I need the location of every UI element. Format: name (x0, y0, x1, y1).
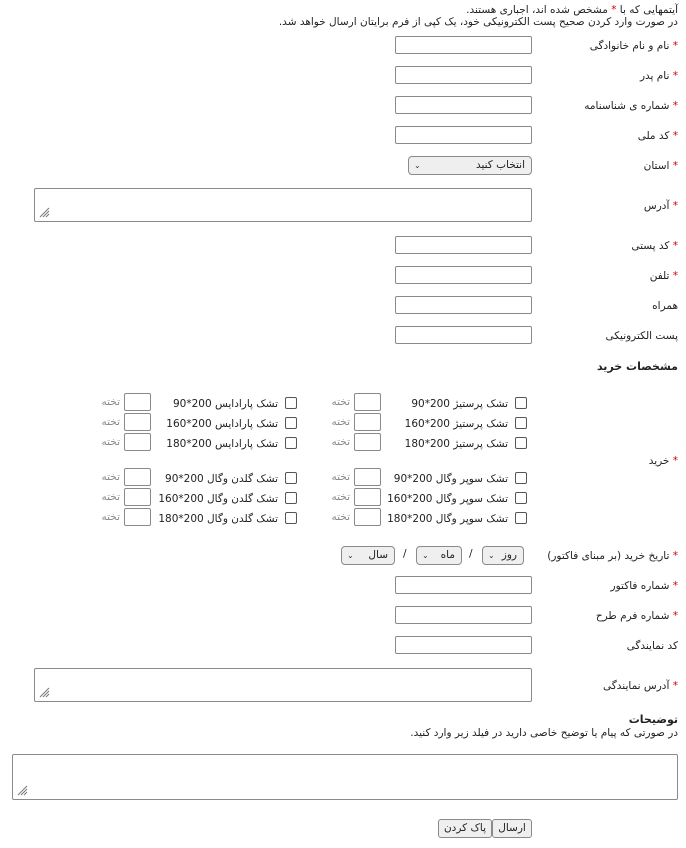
product-qty-l4[interactable] (124, 488, 151, 506)
unit-label: تخته (331, 396, 350, 408)
product-qty-l5[interactable] (124, 508, 151, 526)
chevron-down-icon: ⌄ (414, 161, 421, 170)
product-label-l3: تشک گلدن وگال 200*90 (165, 473, 278, 485)
phone-input[interactable] (395, 266, 532, 284)
email-input[interactable] (395, 326, 532, 344)
name-label: * نام و نام خانوادگی (589, 40, 678, 52)
notes-heading: توضیحات (628, 713, 678, 726)
month-select[interactable]: ماه ⌄ (416, 546, 462, 565)
email-label: پست الکترونیکی (605, 330, 678, 342)
id-number-input[interactable] (395, 96, 532, 114)
national-code-label: * کد ملی (637, 130, 678, 142)
invoice-number-label: * شماره فاکتور (610, 580, 678, 592)
product-label-r3: تشک سوپر وگال 200*90 (393, 473, 508, 485)
product-label-r0: تشک پرستیژ 200*90 (411, 398, 508, 410)
product-label-l0: تشک پارادایس 200*90 (172, 398, 278, 410)
product-checkbox-l1[interactable] (285, 417, 297, 429)
unit-label: تخته (101, 396, 120, 408)
product-checkbox-r4[interactable] (515, 492, 527, 504)
unit-label: تخته (101, 416, 120, 428)
address-label: * آدرس (643, 200, 678, 212)
product-checkbox-l2[interactable] (285, 437, 297, 449)
unit-label: تخته (101, 471, 120, 483)
agency-address-label: * آدرس نمایندگی (603, 680, 678, 692)
day-select[interactable]: روز ⌄ (482, 546, 524, 565)
product-checkbox-l4[interactable] (285, 492, 297, 504)
mobile-label: همراه (652, 300, 678, 312)
father-label: * نام پدر (639, 70, 678, 82)
product-label-r4: تشک سوپر وگال 200*160 (387, 493, 508, 505)
product-label-r1: تشک پرستیژ 200*160 (404, 418, 508, 430)
product-label-l5: تشک گلدن وگال 200*180 (158, 513, 278, 525)
notes-hint: در صورتی که پیام یا توضیح خاصی دارید در فیلد زیر وارد کنید. (410, 727, 678, 739)
product-qty-l3[interactable] (124, 468, 151, 486)
product-qty-l0[interactable] (124, 393, 151, 411)
name-input[interactable] (395, 36, 532, 54)
agency-code-label: کد نمایندگی (626, 640, 678, 652)
postal-code-input[interactable] (395, 236, 532, 254)
resize-grip-icon[interactable] (38, 206, 50, 218)
product-qty-r3[interactable] (354, 468, 381, 486)
plan-form-number-input[interactable] (395, 606, 532, 624)
year-select[interactable]: سال ⌄ (341, 546, 395, 565)
product-label-r5: تشک سوپر وگال 200*180 (387, 513, 508, 525)
unit-label: تخته (101, 511, 120, 523)
mobile-input[interactable] (395, 296, 532, 314)
product-checkbox-r3[interactable] (515, 472, 527, 484)
agency-address-textarea[interactable] (34, 668, 532, 702)
product-qty-r0[interactable] (354, 393, 381, 411)
product-qty-l2[interactable] (124, 433, 151, 451)
resize-grip-icon[interactable] (38, 686, 50, 698)
chevron-down-icon: ⌄ (422, 551, 429, 560)
agency-code-input[interactable] (395, 636, 532, 654)
product-label-r2: تشک پرستیژ 200*180 (404, 438, 508, 450)
notes-textarea[interactable] (12, 754, 678, 800)
intro-line-2: در صورت وارد کردن صحیح پست الکترونیکی خود، یک کپی از فرم برایتان ارسال خواهد شد. (278, 16, 678, 28)
product-checkbox-r1[interactable] (515, 417, 527, 429)
product-label-l2: تشک پارادایس 200*180 (166, 438, 278, 450)
product-checkbox-l3[interactable] (285, 472, 297, 484)
id-number-label: * شماره ی شناسنامه (584, 100, 678, 112)
postal-code-label: * کد پستی (631, 240, 678, 252)
national-code-input[interactable] (395, 126, 532, 144)
phone-label: * تلفن (649, 270, 678, 282)
product-qty-r1[interactable] (354, 413, 381, 431)
father-input[interactable] (395, 66, 532, 84)
unit-label: تخته (331, 416, 350, 428)
product-qty-r4[interactable] (354, 488, 381, 506)
unit-label: تخته (331, 436, 350, 448)
plan-form-number-label: * شماره فرم طرح (595, 610, 678, 622)
product-label-l4: تشک گلدن وگال 200*160 (158, 493, 278, 505)
product-checkbox-l5[interactable] (285, 512, 297, 524)
unit-label: تخته (331, 511, 350, 523)
province-label: * استان (643, 160, 678, 172)
resize-grip-icon[interactable] (16, 784, 28, 796)
chevron-down-icon: ⌄ (347, 551, 354, 560)
address-textarea[interactable] (34, 188, 532, 222)
province-select[interactable]: انتخاب کنید ⌄ (408, 156, 532, 175)
invoice-number-input[interactable] (395, 576, 532, 594)
product-checkbox-l0[interactable] (285, 397, 297, 409)
purchase-label: * خرید (648, 455, 678, 467)
purchase-heading: مشخصات خرید (596, 360, 678, 373)
unit-label: تخته (101, 491, 120, 503)
product-checkbox-r0[interactable] (515, 397, 527, 409)
unit-label: تخته (101, 436, 120, 448)
product-qty-r2[interactable] (354, 433, 381, 451)
product-checkbox-r5[interactable] (515, 512, 527, 524)
unit-label: تخته (331, 471, 350, 483)
date-separator: / (469, 548, 473, 560)
product-label-l1: تشک پارادایس 200*160 (166, 418, 278, 430)
product-qty-r5[interactable] (354, 508, 381, 526)
reset-button[interactable]: پاک کردن (438, 819, 492, 838)
unit-label: تخته (331, 491, 350, 503)
intro-line-1: آیتمهایی که با * مشخص شده اند، اجباری هستند. (466, 4, 678, 16)
date-separator: / (403, 548, 407, 560)
product-qty-l1[interactable] (124, 413, 151, 431)
purchase-date-label: * تاریخ خرید (بر مبنای فاکتور) (547, 550, 678, 562)
submit-button[interactable]: ارسال (492, 819, 532, 838)
product-checkbox-r2[interactable] (515, 437, 527, 449)
chevron-down-icon: ⌄ (488, 551, 495, 560)
